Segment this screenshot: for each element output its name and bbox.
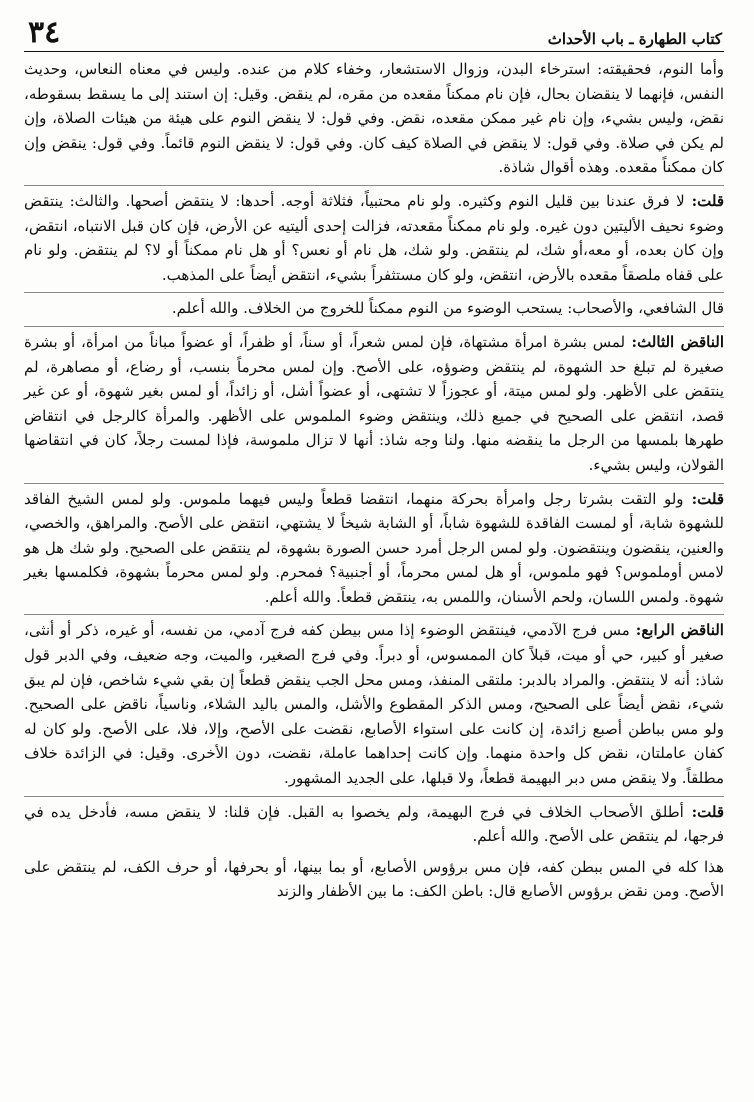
paragraph-note-touch (24, 483, 724, 610)
paragraph-text: لا فرق عندنا بين قليل النوم وكثيره. ولو نام محتبياً، فثلاثة أوجه. أحدها: لا ينتقض أصحها. والثالث: ينتقض وضوء نحيف الأليتين دون غيره. ولو نام ممكناً مقعدته، فزالت إحدى أليتيه عن الأرض، فإن كان قبل الانتباه، انتقض، وإن كان بعده، أو معه،أو شك، لم ينتقض. ولو شك، هل نام أو نعس؟ أو هل نام ممكناً أو لا؟ لم ينتقض. ولو نام على قفاه ملصقاً مقعده بالأرض، انتقض، ولو كان مستثفراً بشيء، انتقض أيضاً على المذهب. (24, 191, 724, 284)
paragraph-palm (24, 855, 724, 904)
running-title: كتاب الطهارة ـ باب الأحداث (547, 30, 722, 48)
paragraph-note-sleep (24, 185, 724, 287)
paragraph-label: الناقض الرابع : (630, 621, 724, 639)
paragraph-text: هذا كله في المس ببطن كفه، فإن مس برؤوس الأصابع، أو بما بينها، أو بحرفها، أو حرف الكف، لم ينتقض على الأصح. ومن نقض برؤوس الأصابع قال: باطن الكف: ما بين الأظفار والزند (24, 857, 724, 901)
paragraph-text: لمس بشرة امرأة مشتهاة، فإن لمس شعراً، أو سناً، أو ظفراً، أو عضواً مباناً من امرأة، أو بشرة صغيرة لم تبلغ حد الشهوة، لم ينتقض وضوؤه، على الأصح. وإن لمس محرماً بنسب، أو رضاع، أو مصاهرة، لم ينتقض على الأظهر. ولو لمس ميتة، أو عجوزاً لا تشتهى، أو عضواً أشل، أو زائداً، أو لمس بغير شهوة، أو عن غير قصد، انتقض على الصحيح في جميع ذلك، وينتقض وضوء الملموس على الأظهر. والمرأة كالرجل في انتقاض طهرها بلمسها من الرجل ما ينقضه منها. ولنا وجه شاذ: أنها لا تزال ملموسة، فإذا لمست رجلاً، كان في انتقاضها القولان، وليس بشيء. (24, 332, 724, 474)
paragraph-text: ولو التقت بشرتا رجل وامرأة بحركة منهما، انتقضا قطعاً وليس فيهما ملموس. ولو لمس الشيخ الفاقد للشهوة شابة، أو لمست الفاقدة للشهوة شاباً، أو الشابة شيخاً لا يشتهي، انتقض على الأصح. والمراهق، والخصي، والعنين، ينقضون وينتقضون. ولو لمس الرجل أمرد حسن الصورة بشهوة، لم ينتقض على الصحيح. ولو شك هل هو لامس أوملموس؟ فهو ملموس، أو هل لمس محرماً، أو أجنبية؟ فمحرم. ولو لمس محرماً بشهوة، فكلمسها بغير شهوة. ولمس اللسان، ولحم الأسنان، واللمس به، ينتقض قطعاً. والله أعلم. (24, 489, 724, 606)
paragraph-label: قلت : (684, 803, 724, 821)
page-body (24, 57, 724, 904)
page-number: ٣٤ (28, 15, 61, 50)
paragraph-label: قلت : (685, 192, 724, 210)
paragraph-text: أطلق الأصحاب الخلاف في فرج البهيمة، ولم يخصوا به القبل. فإن قلنا: لا ينقض مسه، فأدخل يده في فرجها، لم ينتقض على الأصح. والله أعلم. (24, 802, 724, 846)
paragraph-fourth-nullifier (24, 614, 724, 790)
paragraph-label: الناقض الثالث : (625, 333, 724, 351)
paragraph-text: مس فرج الآدمي، فينتقض الوضوء إذا مس بيطن كفه فرج آدمي، من نفسه، أو غيره، ذكر أو أنثى، صغير أو كبير، حي أو ميت، قبلاً كان الممسوس، أو دبراً. وفي فرج الصغير، والميت، وجه ضعيف، وفي الدبر قول شاذ: أنه لا ينتقض. والمراد بالدبر: ملتقى المنفذ، ومس محل الجب ينقض قطعاً إن بقي شيء شاخص، فإن لم يبق شيء، نقض أيضاً على الصحيح، ومس الذكر المقطوع والأشل، والمس باليد الشلاء، وناسياً، ناقض على الصحيح. ولو مس بباطن أصبع زائدة، إن كانت على استواء الأصابع، نقضت على الأصح، وإلا، فلا، على الأصح. ولو كان له كفان عاملتان، نقض كل واحدة منهما. وإن كانت إحداهما عاملة، نقضت، دون الأخرى. وقيل: في الزائدة خلاف مطلقاً. ولا ينقض مس دبر البهيمة قطعاً، ولا قبلها، على الجديد المشهور. (24, 621, 724, 788)
paragraph-note-animal (24, 796, 724, 849)
page-header (24, 12, 724, 52)
paragraph-text: قال الشافعي، والأصحاب: يستحب الوضوء من النوم ممكناً للخروج من الخلاف. والله أعلم. (171, 299, 724, 318)
paragraph-sleep (24, 57, 724, 180)
paragraph-third-nullifier (24, 326, 724, 478)
paragraph-shafii (24, 292, 724, 321)
paragraph-text: وأما النوم، فحقيقته: استرخاء البدن، وزوال الاستشعار، وخفاء كلام من عنده. وليس في معناه النعاس، وحديث النفس، فإنهما لا ينقضان بحال، فإن نام ممكناً مقعده من مقره، لم ينقض. وقيل: إن استند إلى ما يسقط بسقوطه، نقض، وليس بشيء، وإن نام غير ممكن مقعده، نقض. وفي قول: لا ينقض النوم على هيئة من هيئات الصلاة، وإن لم يكن في صلاة. وفي قول: لا ينقض في الصلاة كيف كان. وفي قول: لا ينقض النوم قائماً. وفي قول: ينقض وإن كان ممكناً مقعده. وهذه أقوال شاذة. (24, 60, 725, 177)
paragraph-label: قلت : (684, 490, 724, 508)
